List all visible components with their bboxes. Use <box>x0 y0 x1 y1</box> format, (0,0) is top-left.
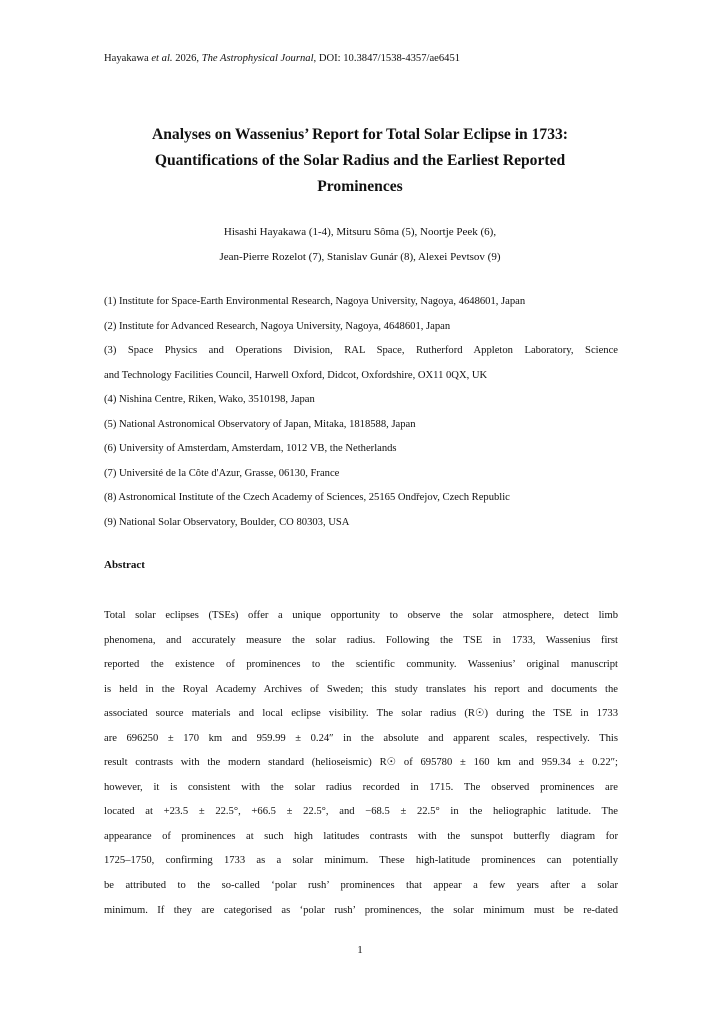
author-line: Jean-Pierre Rozelot (7), Stanislav Gunár (8), Alexei Pevtsov (9) <box>219 251 501 263</box>
abstract-line: appearance of prominences at such high latitudes contrasts with the sunspot butterfly diagram for <box>104 830 618 842</box>
title-line: Quantifications of the Solar Radius and the Earliest Reported <box>154 152 566 169</box>
affiliation-item: (8) Astronomical Institute of the Czech Academy of Sciences, 25165 Ondřejov, Czech Republic <box>104 492 510 503</box>
running-head <box>104 53 460 64</box>
abstract-line: however, it is consistent with the solar radius recorded in 1715. The observed prominences are <box>104 781 618 793</box>
affiliation-item-continued: and Technology Facilities Council, Harwell Oxford, Didcot, Oxfordshire, OX11 0QX, UK <box>104 369 488 381</box>
abstract-line: Total solar eclipses (TSEs) offer a unique opportunity to observe the solar atmosphere, detect limb <box>104 610 618 621</box>
author-list <box>100 220 620 270</box>
running-head-journal: The Astrophysical Journal <box>201 53 314 64</box>
affiliation-item: (7) Université de la Côte d'Azur, Grasse, 06130, France <box>104 467 340 479</box>
affiliation-item: (6) University of Amsterdam, Amsterdam, 1012 VB, the Netherlands <box>104 443 397 454</box>
abstract-heading: Abstract <box>104 559 145 571</box>
author-line: Hisashi Hayakawa (1-4), Mitsuru Sôma (5), Noortje Peek (6), <box>223 226 497 238</box>
affiliation-item: (3) Space Physics and Operations Division, RAL Space, Rutherford Appleton Laboratory, Science <box>104 345 618 356</box>
abstract-line: is held in the Royal Academy Archives of Sweden; this study translates his report and documents the <box>104 683 618 695</box>
abstract-line: be attributed to the so-called ‘polar rush’ prominences that appear a few years after a solar <box>104 880 618 892</box>
title-line: Analyses on Wassenius’ Report for Total Solar Eclipse in 1733: <box>151 126 569 143</box>
abstract-line: associated source materials and local eclipse visibility. The solar radius (R☉) during the TSE in 1733 <box>104 708 618 720</box>
affiliation-item: (1) Institute for Space-Earth Environmental Research, Nagoya University, Nagoya, 4648601, Japan <box>104 296 526 307</box>
running-head-etal: et al. <box>151 53 173 64</box>
running-head-year: 2026, <box>172 53 202 64</box>
affiliation-item: (4) Nishina Centre, Riken, Wako, 3510198, Japan <box>104 394 315 405</box>
abstract-line: located at +23.5 ± 22.5°, +66.5 ± 22.5°, and −68.5 ± 22.5° in the heliographic latitude. The <box>104 806 618 818</box>
affiliation-item: (9) National Solar Observatory, Boulder, CO 80303, USA <box>104 516 350 528</box>
abstract-line: reported the existence of prominences to the scientific community. Wassenius’ original manuscript <box>104 659 618 671</box>
affiliation-list <box>104 290 618 535</box>
abstract-line: are 696250 ± 170 km and 959.99 ± 0.24″ in the absolute and apparent scales, respectively. This <box>104 732 618 744</box>
abstract-body <box>104 604 618 923</box>
abstract-line: phenomena, and accurately measure the solar radius. Following the TSE in 1733, Wassenius first <box>104 634 618 646</box>
page-number: 1 <box>357 944 363 956</box>
running-head-authors: Hayakawa <box>104 53 152 64</box>
abstract-line: 1725–1750, confirming 1733 as a solar minimum. These high-latitude prominences can potentially <box>104 855 618 867</box>
affiliation-item: (5) National Astronomical Observatory of Japan, Mitaka, 1818588, Japan <box>104 418 416 430</box>
affiliation-item: (2) Institute for Advanced Research, Nagoya University, Nagoya, 4648601, Japan <box>104 320 451 332</box>
abstract-line: result contrasts with the modern standard (helioseismic) R☉ of 695780 ± 160 km and 959.34 ± 0.22″; <box>104 757 618 769</box>
running-head-doi: , DOI: 10.3847/1538-4357/ae6451 <box>313 53 461 64</box>
abstract-line: minimum. If they are categorised as ‘polar rush’ prominences, the solar minimum must be re-dated <box>104 904 618 916</box>
paper-title <box>110 122 610 200</box>
title-line: Prominences <box>317 178 403 195</box>
